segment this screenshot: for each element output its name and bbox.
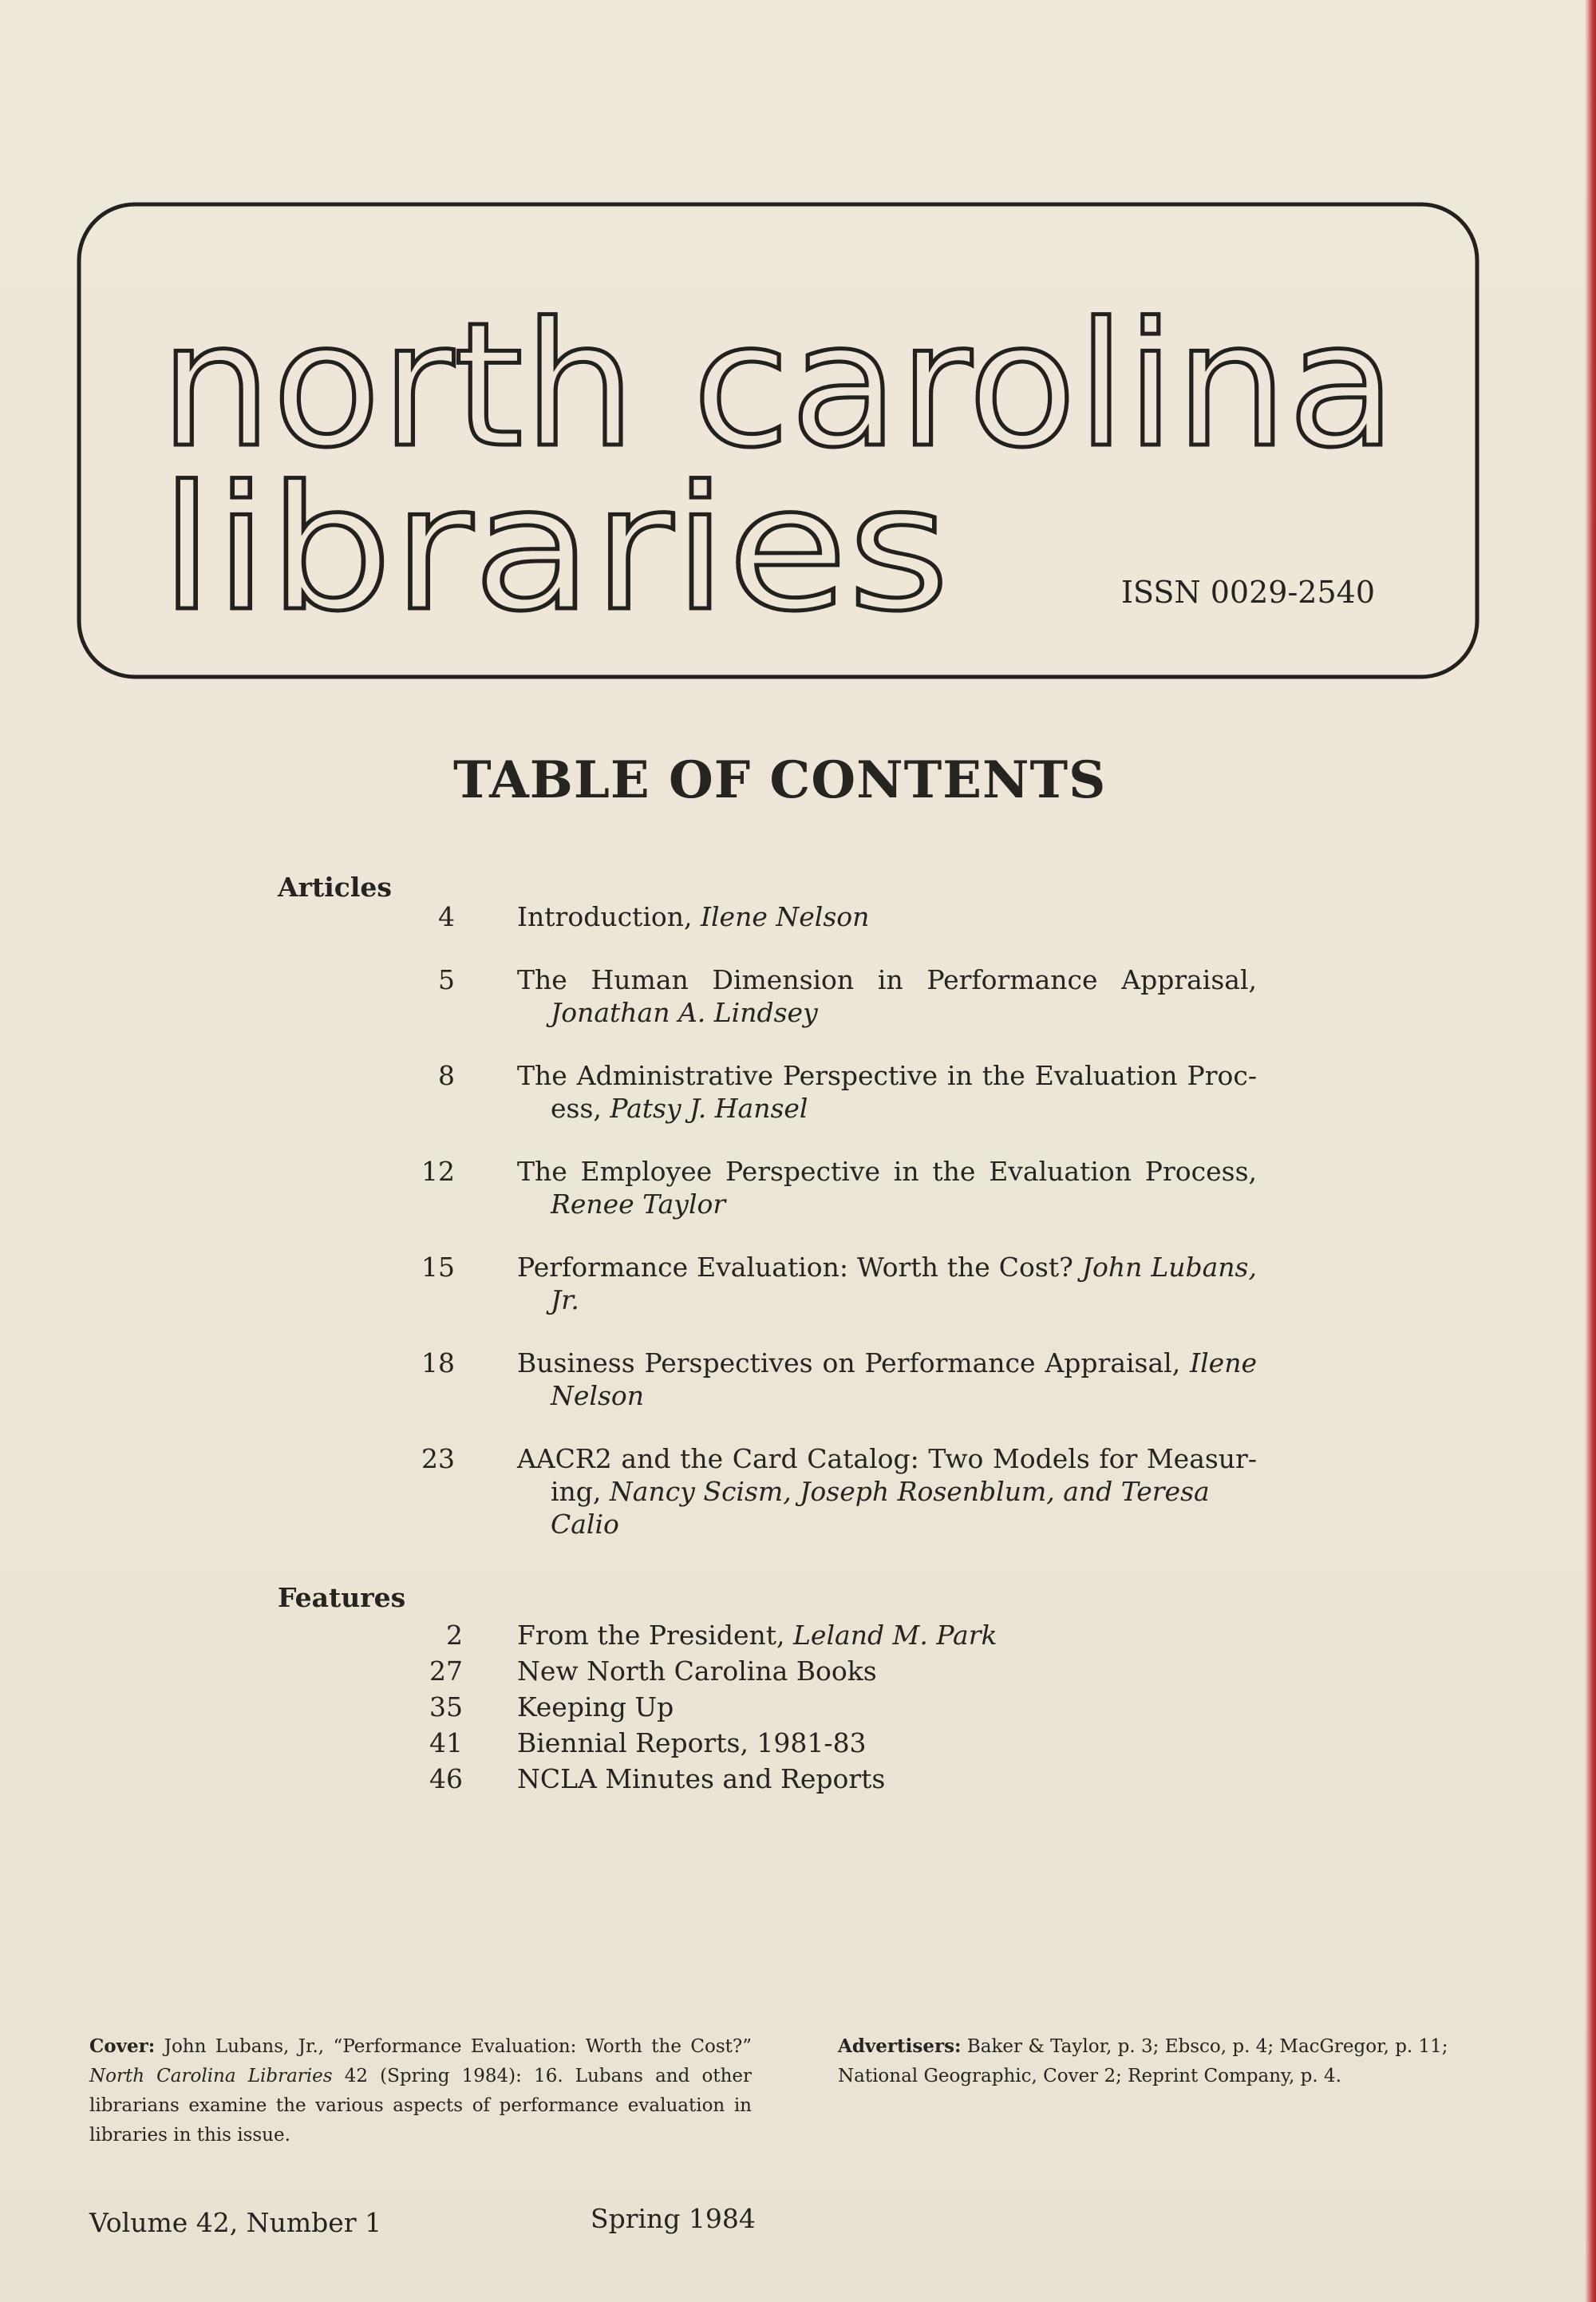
toc-entry[interactable] (375, 1726, 1257, 1759)
features-list (375, 1619, 1257, 1798)
features-heading: Features (278, 1582, 406, 1613)
entry-title: The Human Dimension in Performance Appraisal, (517, 964, 1257, 995)
cover-journal: North Carolina Libraries (89, 2066, 333, 2086)
entry-page: 12 (421, 1156, 455, 1187)
entry-author: Jonathan A. Lindsey (551, 997, 818, 1028)
toc-entry[interactable] (375, 900, 1257, 933)
logo-north-carolina: north carolina (160, 285, 1397, 485)
logo-libraries: libraries (160, 449, 950, 649)
entry-author: Renee Taylor (551, 1189, 726, 1220)
entry-page: 23 (421, 1443, 455, 1474)
entry-page: 4 (438, 901, 455, 932)
toc-entry[interactable] (375, 1655, 1257, 1687)
advertisers-note (838, 2031, 1520, 2091)
entry-title: The Administrative Perspective in the Evaluation Proc- (517, 1060, 1257, 1091)
entry-page: 27 (429, 1655, 463, 1687)
entry-title: Biennial Reports, 1981-83 (517, 1727, 867, 1758)
entry-author-cont: Nelson (551, 1380, 645, 1411)
entry-title-cont: ing, (551, 1476, 610, 1507)
entry-title: New North Carolina Books (517, 1655, 877, 1687)
entry-author: John Lubans, (1081, 1252, 1257, 1283)
toc-entry[interactable] (375, 1251, 1257, 1316)
issue-season: Spring 1984 (591, 2203, 756, 2234)
entry-page: 41 (429, 1727, 463, 1758)
entry-title: NCLA Minutes and Reports (517, 1763, 886, 1794)
entry-title-cont: ess, (551, 1093, 610, 1124)
entry-author: Patsy J. Hansel (610, 1093, 808, 1124)
toc-entry[interactable] (375, 1347, 1257, 1412)
issn-number: ISSN 0029-2540 (1121, 575, 1375, 610)
toc-entry[interactable] (375, 1762, 1257, 1795)
advertisers-label: Advertisers: (838, 2035, 962, 2057)
entry-author: Nancy Scism, Joseph Rosenblum, and Teresa (609, 1476, 1210, 1507)
entry-title: Introduction, (517, 901, 701, 932)
entry-page: 15 (421, 1252, 455, 1283)
toc-entry[interactable] (375, 1619, 1257, 1651)
advertisers-text: Baker & Taylor, p. 3; Ebsco, p. 4; MacGregor, p. 11; National Geographic, Cover 2; Reprint Company, p. 4. (838, 2036, 1448, 2086)
toc-entry[interactable] (375, 1155, 1257, 1220)
toc-entry[interactable] (375, 1691, 1257, 1723)
entry-page: 8 (438, 1060, 455, 1091)
entry-author: Ilene (1190, 1347, 1257, 1378)
entry-page: 35 (429, 1691, 463, 1723)
entry-author: Leland M. Park (793, 1620, 998, 1651)
red-page-edge (1585, 0, 1596, 2302)
toc-entry[interactable] (375, 1059, 1257, 1125)
toc-entry[interactable] (375, 1442, 1257, 1541)
cover-text-cont: 42 (Spring 1984): 16. Lubans and other librarians examine the various aspects of performance evaluation in libraries in this issue. (89, 2066, 753, 2146)
toc-entry[interactable] (375, 963, 1257, 1029)
entry-author: Ilene Nelson (700, 901, 870, 932)
entry-title: Business Perspectives on Performance Appraisal, (517, 1347, 1191, 1378)
toc-title: TABLE OF CONTENTS (453, 750, 1107, 810)
entry-author-cont: Jr. (551, 1284, 579, 1315)
entry-title: Keeping Up (517, 1691, 674, 1723)
entry-title: From the President, (517, 1620, 794, 1651)
entry-page: 2 (446, 1620, 463, 1651)
cover-note (89, 2031, 752, 2150)
entry-title: The Employee Perspective in the Evaluation Process, (517, 1156, 1257, 1187)
entry-page: 46 (429, 1763, 463, 1794)
cover-text: John Lubans, Jr., “Performance Evaluation: Worth the Cost?” (155, 2036, 752, 2057)
entry-page: 18 (421, 1347, 455, 1378)
articles-list (375, 900, 1257, 1571)
entry-author-cont: Calio (551, 1509, 619, 1540)
entry-page: 5 (438, 964, 455, 995)
articles-heading: Articles (278, 872, 392, 903)
cover-label: Cover: (89, 2035, 156, 2057)
entry-title: AACR2 and the Card Catalog: Two Models for Measur- (517, 1443, 1257, 1474)
volume-number: Volume 42, Number 1 (89, 2207, 382, 2238)
entry-title: Performance Evaluation: Worth the Cost? (517, 1252, 1082, 1283)
